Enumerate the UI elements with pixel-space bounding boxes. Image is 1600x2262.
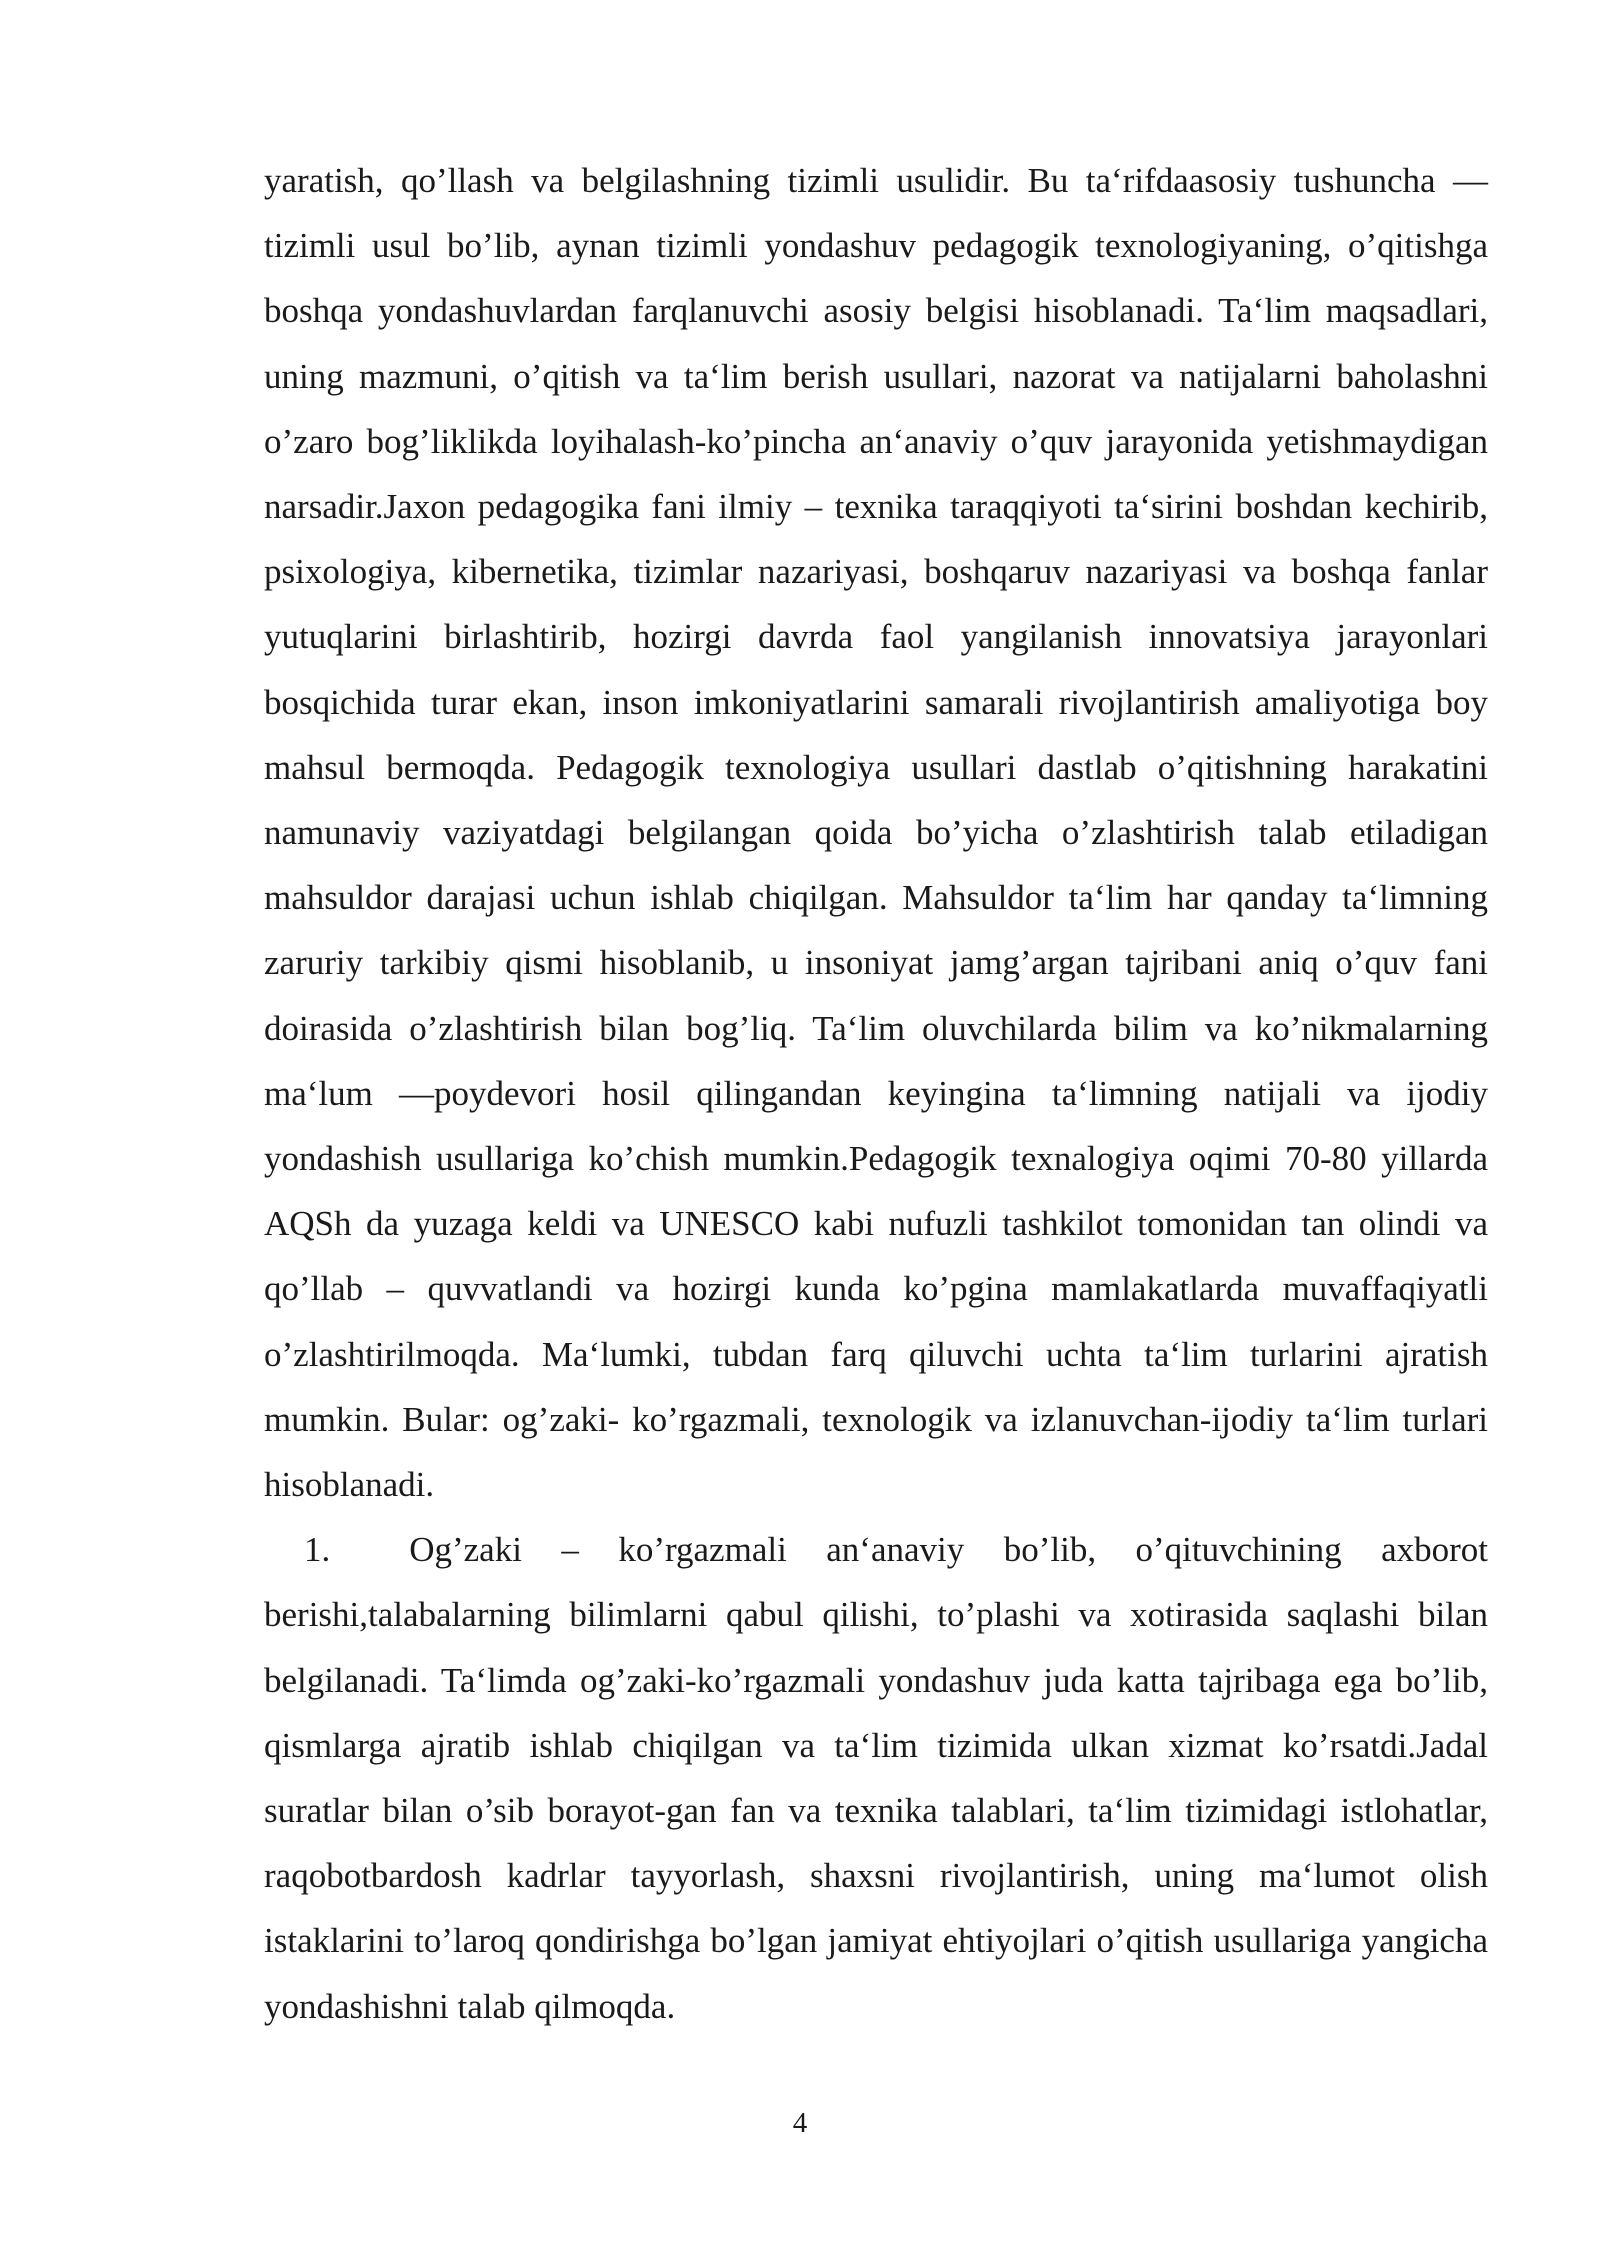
numbered-list-item [264,1517,1488,2039]
list-item-text: Og’zaki – ko’rgazmali an‘anaviy bo’lib, o’qituvchining axborot berishi,talabalarning bilimlarni qabul qilishi, to’plashi va xotirasida saqlashi bilan belgilanadi. Ta‘limda og’zaki-ko’rgazmali yondashuv juda katta tajribaga ega bo’lib, qismlarga ajratib ishlab chiqilgan va ta‘lim tizimida ulkan xizmat ko’rsatdi.Jadal suratlar bilan o’sib borayot-gan fan va texnika talablari, ta‘lim tizimidagi istlohatlar, raqobotbardosh kadrlar tayyorlash, shaxsni rivojlantirish, uning ma‘lumot olish istaklarini to’laroq qondirishga bo’lgan jamiyat ehtiyojlari o’qitish usullariga yangicha yondashishni talab qilmoqda. [264,1530,1488,2026]
page-number: 4 [792,2107,808,2139]
paragraph: yaratish, qo’llash va belgilashning tizimli usulidir. Bu ta‘rifdaasosiy tushuncha —tizimli usul bo’lib, aynan tizimli yondashuv pedagogik texnologiyaning, o’qitishga boshqa yondashuvlardan farqlanuvchi asosiy belgisi hisoblanadi. Ta‘lim maqsadlari, uning mazmuni, o’qitish va ta‘lim berish usullari, nazorat va natijalarni baholashni o’zaro bog’liklikda loyihalash-ko’pincha an‘anaviy o’quv jarayonida yetishmaydigan narsadir.Jaxon pedagogika fani ilmiy – texnika taraqqiyoti ta‘sirini boshdan kechirib, psixologiya, kibernetika, tizimlar nazariyasi, boshqaruv nazariyasi va boshqa fanlar yutuqlarini birlashtirib, hozirgi davrda faol yangilanish innovatsiya jarayonlari bosqichida turar ekan, inson imkoniyatlarini samarali rivojlantirish amaliyotiga boy mahsul bermoqda. Pedagogik texnologiya usullari dastlab o’qitishning harakatini namunaviy vaziyatdagi belgilangan qoida bo’yicha o’zlashtirish talab etiladigan mahsuldor darajasi uchun ishlab chiqilgan. Mahsuldor ta‘lim har qanday ta‘limning zaruriy tarkibiy qismi hisoblanib, u insoniyat jamg’argan tajribani aniq o’quv fani doirasida o’zlashtirish bilan bog’liq. Ta‘lim oluvchilarda bilim va ko’nikmalarning ma‘lum —poydevori hosil qilingandan keyingina ta‘limning natijali va ijodiy yondashish usullariga ko’chish mumkin.Pedagogik texnalogiya oqimi 70-80 yillarda AQSh da yuzaga keldi va UNESCO kabi nufuzli tashkilot tomonidan tan olindi va qo’llab – quvvatlandi va hozirgi kunda ko’pgina mamlakatlarda muvaffaqiyatli o’zlashtirilmoqda. Ma‘lumki, tubdan farq qiluvchi uchta ta‘lim turlarini ajratish mumkin. Bular: og’zaki- ko’rgazmali, texnologik va izlanuvchan-ijodiy ta‘lim turlari hisoblanadi. [264,161,1488,1505]
body-text [264,148,1488,2039]
list-number: 1. [304,1530,331,1570]
